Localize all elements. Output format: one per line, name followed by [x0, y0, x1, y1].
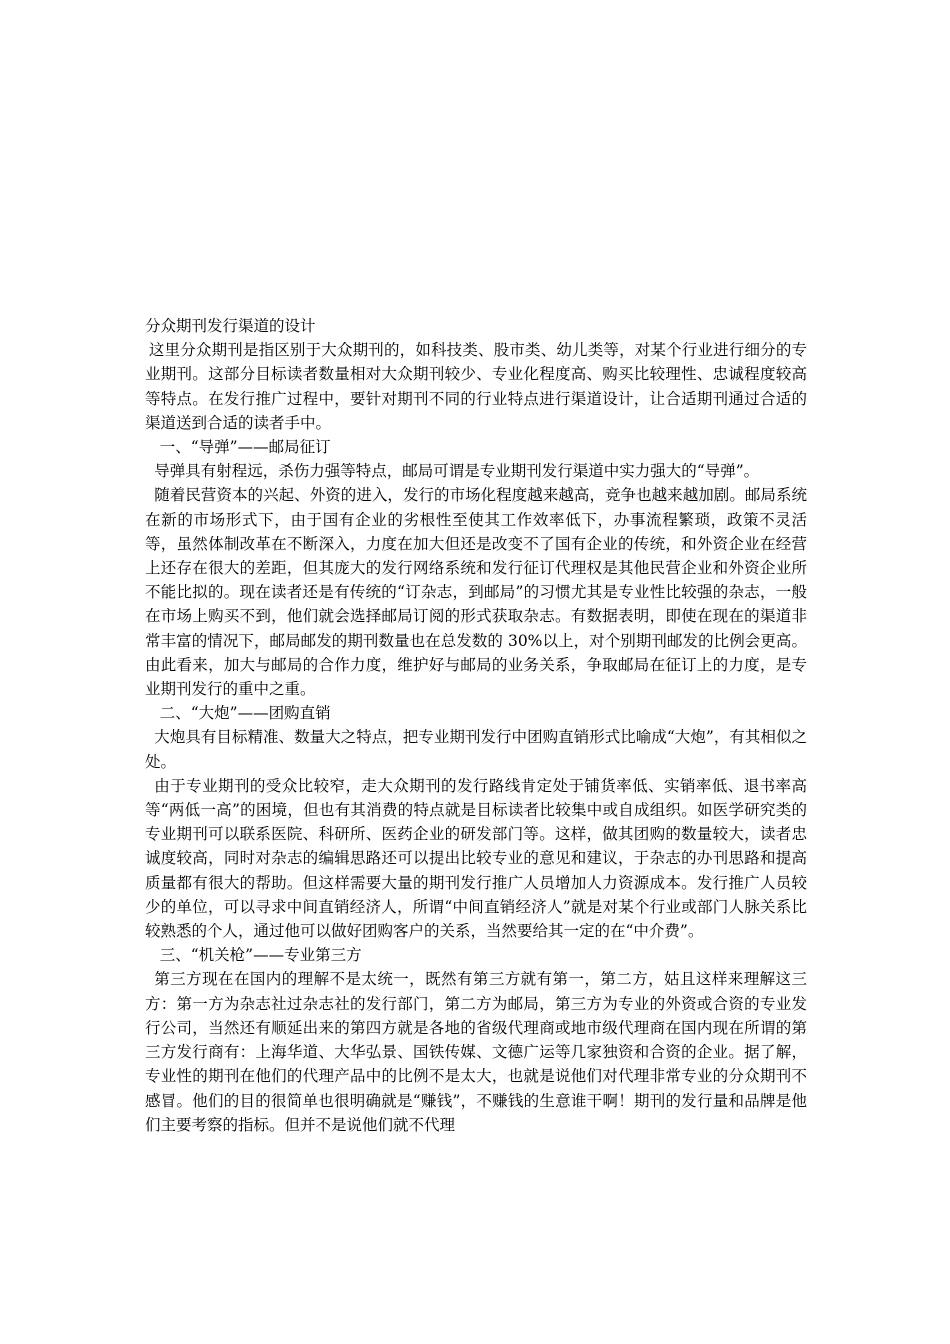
paragraph-cannon-metaphor: 大炮具有目标精准、数量大之特点，把专业期刊发行中团购直销形式比喻成“大炮”，有其相似之处。	[145, 728, 807, 771]
intro-paragraph: 这里分众期刊是指区别于大众期刊的，如科技类、股市类、幼儿类等，对某个行业进行细分的专业期刊。这部分目标读者数量相对大众期刊较少、专业化程度高、购买比较理性、忠诚程度较高等特点。在发行推广过程中，要针对期刊不同的行业特点进行渠道设计，让合适期刊通过合适的渠道送到合适的读者手中。	[145, 341, 807, 432]
paragraph-third-party: 第三方现在在国内的理解不是太统一，既然有第三方就有第一，第二方，姑且这样来理解这三方：第一方为杂志社过杂志社的发行部门，第二方为邮局，第三方为专业的外资或合资的专业发行公司，当然还有顺延出来的第四方就是各地的省级代理商或地市级代理商在国内现在所谓的第三方发行商有：上海华道、大华弘景、国铁传媒、文德广运等几家独资和合资的企业。据了解，专业性的期刊在他们的代理产品中的比例不是太大，也就是说他们对代理非常专业的分众期刊不感冒。他们的目的很简单也很明确就是“赚钱”，不赚钱的生意谁干啊！期刊的发行量和品牌是他们主要考察的指标。但并不是说他们就不代理	[145, 970, 807, 1134]
paragraph-missile-metaphor: 导弹具有射程远，杀伤力强等特点，邮局可谓是专业期刊发行渠道中实力强大的“导弹”。	[154, 462, 760, 481]
section-heading-post-office: 一、“导弹”——邮局征订	[159, 438, 331, 457]
section-heading-group-purchase: 二、“大炮”——团购直销	[159, 704, 331, 723]
document-title: 分众期刊发行渠道的设计	[145, 317, 316, 335]
section-heading-third-party: 三、“机关枪”——专业第三方	[159, 946, 362, 965]
document-body	[145, 314, 807, 1137]
paragraph-group-purchase: 由于专业期刊的受众比较窄，走大众期刊的发行路线肯定处于铺货率低、实销率低、退书率高等“两低一高”的困境，但也有其消费的特点就是目标读者比较集中或自成组织。如医学研究类的专业期刊可以联系医院、科研所、医药企业的研发部门等。这样，做其团购的数量较大，读者忠诚度较高，同时对杂志的编辑思路还可以提出比较专业的意见和建议，于杂志的办刊思路和提高质量都有很大的帮助。但这样需要大量的期刊发行推广人员增加人力资源成本。发行推广人员较少的单位，可以寻求中间直销经济人，所谓“中间直销经济人”就是对某个行业或部门人脉关系比较熟悉的个人，通过他可以做好团购客户的关系，当然要给其一定的在“中介费”。	[145, 776, 807, 941]
paragraph-post-office-system: 随着民营资本的兴起、外资的进入，发行的市场化程度越来越高，竞争也越来越加剧。邮局系统在新的市场形式下，由于国有企业的劣根性至使其工作效率低下，办事流程繁琐，政策不灵活等，虽然体制改革在不断深入，力度在加大但还是改变不了国有企业的传统，和外资企业在经营上还存在很大的差距，但其庞大的发行网络系统和发行征订代理权是其他民营企业和外资企业所不能比拟的。现在读者还是有传统的“订杂志，到邮局”的习惯尤其是专业性比较强的杂志，一般在市场上购买不到，他们就会选择邮局订阅的形式获取杂志。有数据表明，即使在现在的渠道非常丰富的情况下，邮局邮发的期刊数量也在总发数的 30%以上，对个别期刊邮发的比例会更高。由此看来，加大与邮局的合作力度，维护好与邮局的业务关系，争取邮局在征订上的力度，是专业期刊发行的重中之重。	[145, 486, 807, 699]
